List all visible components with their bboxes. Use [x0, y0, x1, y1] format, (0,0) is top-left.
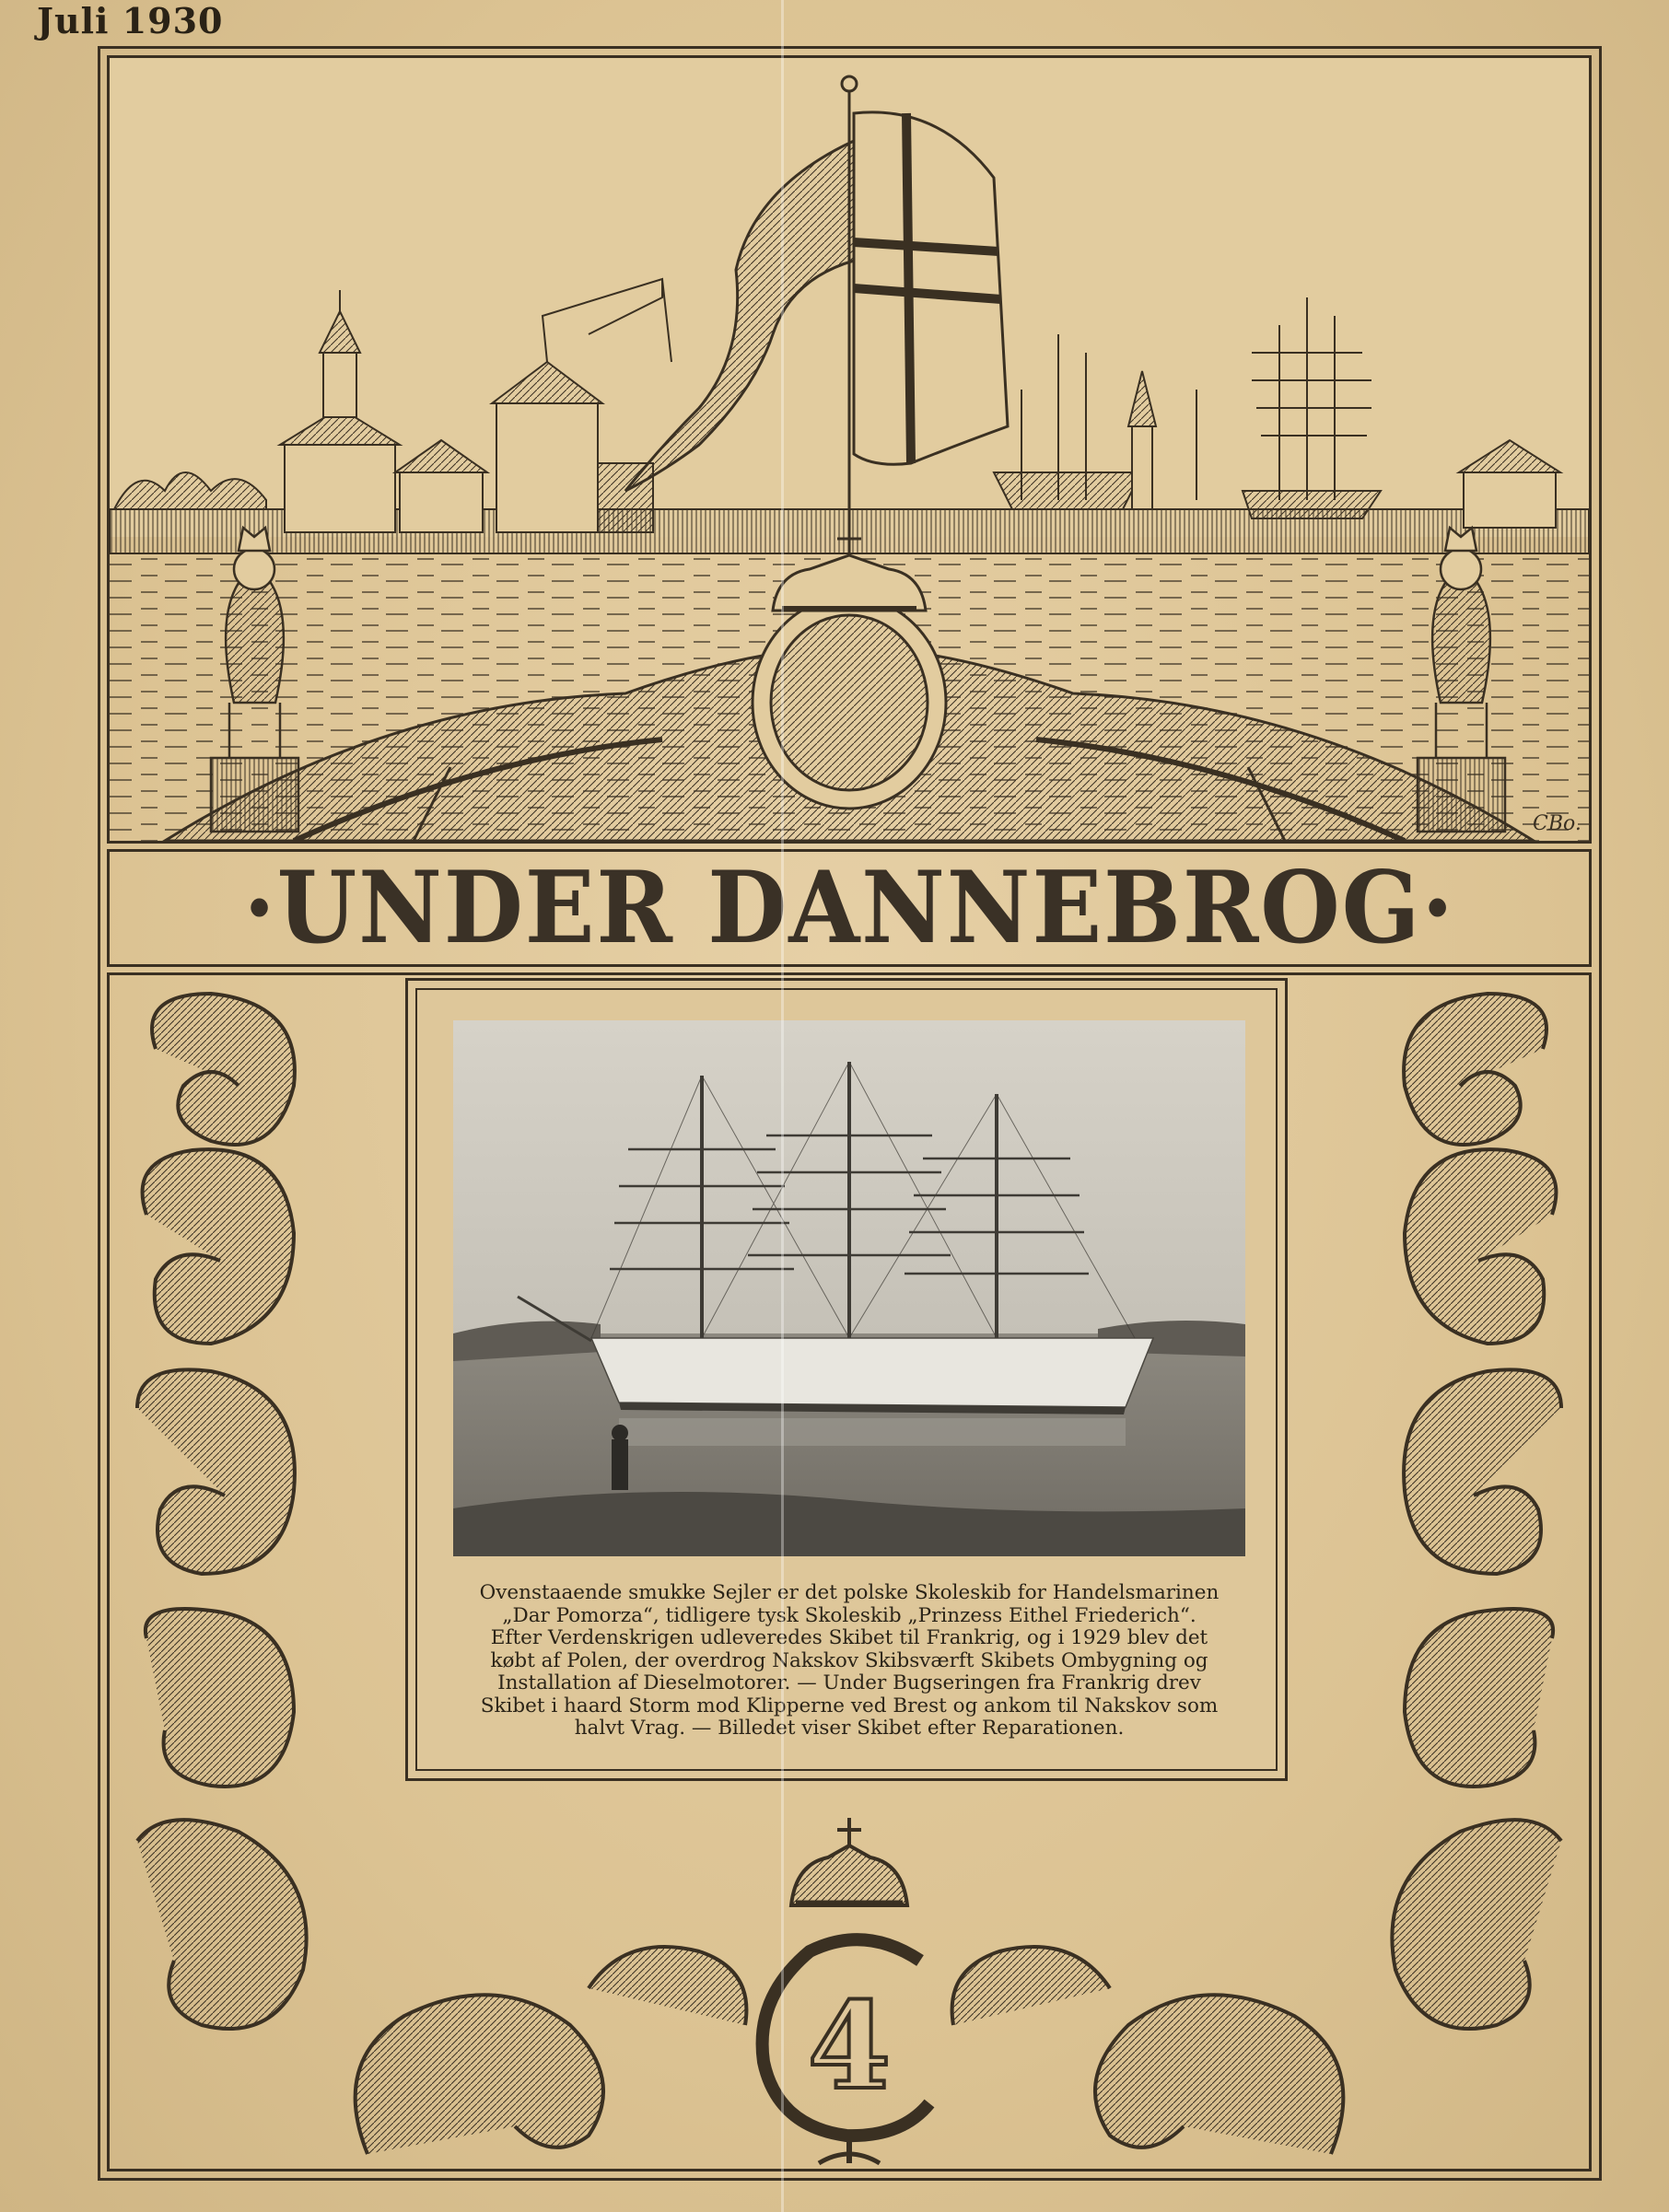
harbour-illustration: [107, 55, 1592, 844]
caption-line: købt af Polen, der overdrog Nakskov Skibsværft Skibets Ombygning og: [490, 1648, 1208, 1672]
photo-caption: [453, 1582, 1245, 1750]
ship-photograph: [453, 1020, 1245, 1556]
page-fold: [781, 0, 784, 2212]
caption-line: Installation af Dieselmotorer. — Under Bugseringen fra Frankrig drev: [497, 1671, 1201, 1694]
sailing-ship-photo: [453, 1020, 1245, 1556]
caption-line: Efter Verdenskrigen udleveredes Skibet til Frankrig, og i 1929 blev det: [490, 1626, 1208, 1649]
artist-signature: CBo.: [1533, 812, 1581, 835]
harbour-drawing: [110, 58, 1589, 841]
caption-line: halvt Vrag. — Billedet viser Skibet efter Reparationen.: [574, 1717, 1125, 1740]
monogram-numeral: 4: [807, 1975, 892, 2116]
caption-line: „Dar Pomorza“, tidligere tysk Skoleskib „Prinzess Eithel Friederich“.: [502, 1603, 1196, 1627]
banner-title: ·UNDER DANNEBROG·: [243, 850, 1455, 966]
caption-line: Skibet i haard Storm mod Klipperne ved Brest og ankom til Nakskov som: [480, 1694, 1219, 1717]
title-banner: [107, 849, 1592, 967]
issue-date: Juli 1930: [37, 0, 224, 41]
caption-line: Ovenstaaende smukke Sejler er det polske Skoleskib for Handelsmarinen: [479, 1581, 1220, 1604]
